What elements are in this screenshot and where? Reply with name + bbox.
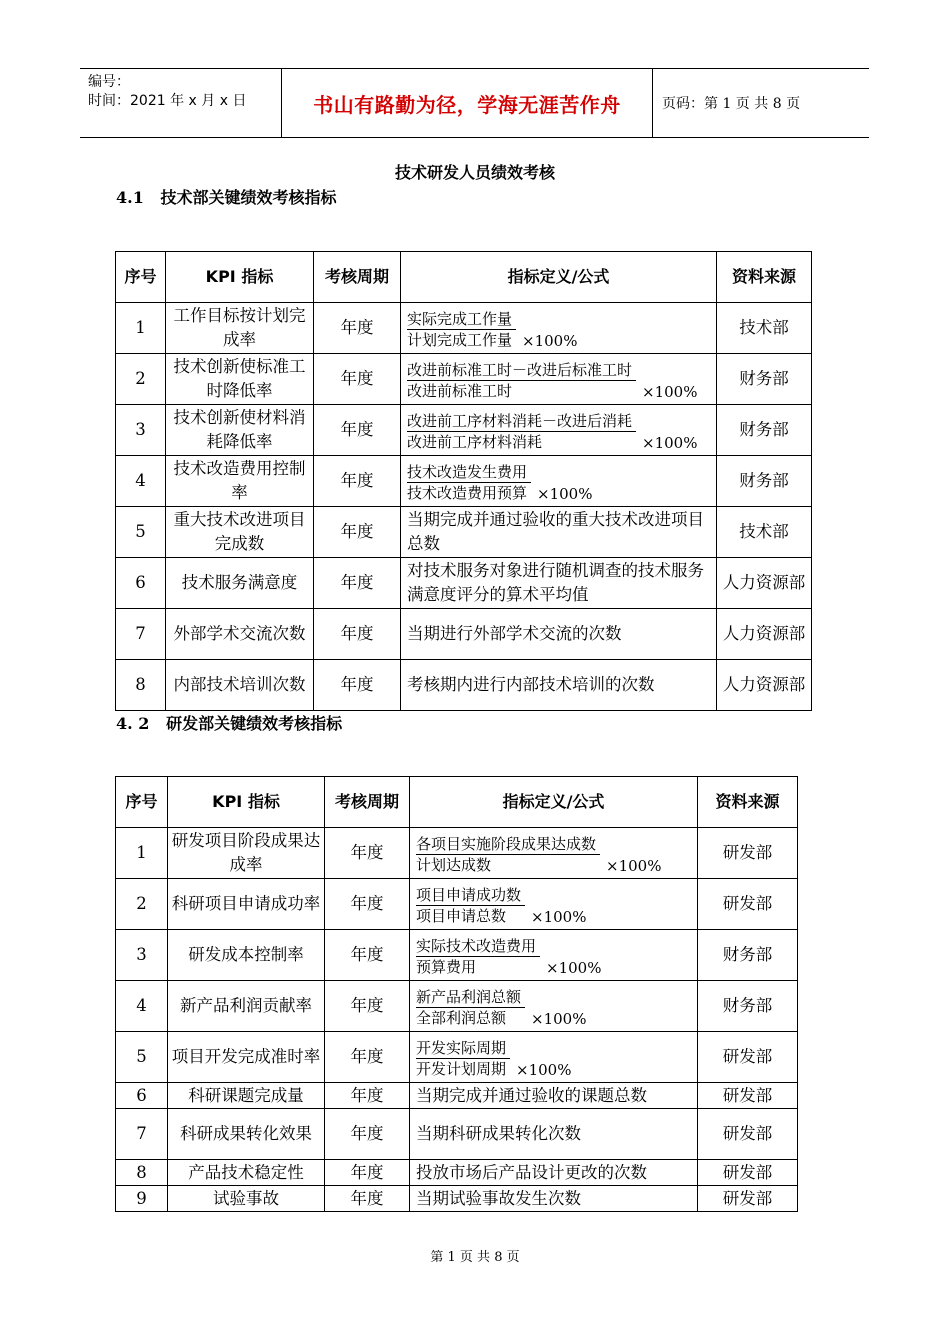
- kpi-definition: [410, 879, 698, 930]
- kpi-name: 技术创新使材料消耗降低率: [166, 405, 314, 456]
- formula-fraction: [407, 411, 636, 452]
- table-row: [116, 609, 812, 660]
- assessment-period: 年度: [314, 456, 401, 507]
- kpi-name: 重大技术改进项目完成数: [166, 507, 314, 558]
- kpi-definition: [401, 507, 717, 558]
- column-header-source: 资料来源: [717, 252, 812, 303]
- kpi-table-rd: [115, 776, 798, 1212]
- formula-numerator: 技术改造发生费用: [407, 462, 531, 483]
- kpi-name: 项目开发完成准时率: [168, 1032, 325, 1083]
- row-number: 9: [116, 1186, 168, 1212]
- table-row: [116, 828, 798, 879]
- page-header: [80, 68, 869, 138]
- formula-multiplier: ×100%: [642, 433, 698, 452]
- kpi-name: 研发成本控制率: [168, 930, 325, 981]
- row-number: 6: [116, 558, 166, 609]
- table-row: [116, 507, 812, 558]
- formula-fraction: [416, 834, 600, 875]
- kpi-name: 研发项目阶段成果达成率: [168, 828, 325, 879]
- table-row: [116, 303, 812, 354]
- formula: [416, 1038, 571, 1079]
- formula-multiplier: ×100%: [516, 1060, 572, 1079]
- row-number: 1: [116, 303, 166, 354]
- table-row: [116, 1032, 798, 1083]
- data-source: 研发部: [698, 1160, 798, 1186]
- kpi-name: 技术服务满意度: [166, 558, 314, 609]
- table-row: [116, 354, 812, 405]
- definition-text: 考核期内进行内部技术培训的次数: [407, 675, 655, 694]
- formula-fraction: [407, 360, 636, 401]
- header-time: 时间：2021 年 x 月 x 日: [88, 93, 247, 109]
- data-source: 研发部: [698, 1109, 798, 1160]
- row-number: 7: [116, 1109, 168, 1160]
- data-source: 研发部: [698, 1083, 798, 1109]
- definition-text: 当期完成并通过验收的课题总数: [416, 1085, 647, 1105]
- table-body: [116, 828, 798, 1212]
- formula-multiplier: ×100%: [531, 907, 587, 926]
- formula-multiplier: ×100%: [537, 484, 593, 503]
- data-source: 人力资源部: [717, 558, 812, 609]
- header-motto: 书山有路勤为径，学海无涯苦作舟: [313, 92, 621, 117]
- table-row: [116, 1160, 798, 1186]
- formula-denominator: 计划达成数: [416, 855, 492, 874]
- formula-denominator: 改进前工序材料消耗: [407, 432, 543, 451]
- table-row: [116, 1083, 798, 1109]
- header-page-number: 页码：第 1 页 共 8 页: [662, 96, 801, 112]
- formula-numerator: 实际完成工作量: [407, 309, 516, 330]
- formula: [407, 411, 697, 452]
- kpi-name: 技术改造费用控制率: [166, 456, 314, 507]
- row-number: 7: [116, 609, 166, 660]
- formula-numerator: 实际技术改造费用: [416, 936, 540, 957]
- kpi-definition: [401, 558, 717, 609]
- assessment-period: 年度: [325, 1160, 410, 1186]
- data-source: 研发部: [698, 1186, 798, 1212]
- kpi-definition: [401, 609, 717, 660]
- column-header-kpi: KPI 指标: [168, 777, 325, 828]
- data-source: 技术部: [717, 303, 812, 354]
- data-source: 财务部: [717, 456, 812, 507]
- formula: [416, 834, 661, 875]
- formula-denominator: 改进前标准工时: [407, 381, 513, 400]
- formula-denominator: 全部利润总额: [416, 1008, 507, 1027]
- table-row: [116, 1109, 798, 1160]
- row-number: 2: [116, 879, 168, 930]
- formula: [416, 936, 601, 977]
- assessment-period: 年度: [314, 405, 401, 456]
- column-header-period: 考核周期: [325, 777, 410, 828]
- kpi-definition: [410, 1109, 698, 1160]
- row-number: 3: [116, 405, 166, 456]
- formula-fraction: [416, 936, 540, 977]
- formula-numerator: 开发实际周期: [416, 1038, 510, 1059]
- data-source: 研发部: [698, 828, 798, 879]
- page-footer: 第 1 页 共 8 页: [430, 1250, 520, 1265]
- table-row: [116, 456, 812, 507]
- kpi-definition: [410, 828, 698, 879]
- assessment-period: 年度: [314, 507, 401, 558]
- kpi-name: 科研成果转化效果: [168, 1109, 325, 1160]
- definition-text: 当期完成并通过验收的重大技术改进项目总数: [407, 510, 704, 553]
- formula: [416, 987, 586, 1028]
- kpi-name: 外部学术交流次数: [166, 609, 314, 660]
- table-row: [116, 879, 798, 930]
- table-row: [116, 930, 798, 981]
- assessment-period: 年度: [325, 1032, 410, 1083]
- kpi-definition: [401, 354, 717, 405]
- kpi-definition: [401, 456, 717, 507]
- data-source: 研发部: [698, 1032, 798, 1083]
- formula-fraction: [416, 885, 525, 926]
- formula-multiplier: ×100%: [606, 856, 662, 875]
- kpi-definition: [410, 1032, 698, 1083]
- assessment-period: 年度: [325, 981, 410, 1032]
- formula-numerator: 新产品利润总额: [416, 987, 525, 1008]
- row-number: 1: [116, 828, 168, 879]
- definition-text: 投放市场后产品设计更改的次数: [416, 1162, 647, 1182]
- data-source: 财务部: [698, 981, 798, 1032]
- formula-fraction: [416, 1038, 510, 1079]
- data-source: 研发部: [698, 879, 798, 930]
- formula-numerator: 改进前工序材料消耗－改进后消耗: [407, 411, 636, 432]
- column-header-definition: 指标定义/公式: [410, 777, 698, 828]
- formula-numerator: 项目申请成功数: [416, 885, 525, 906]
- header-divider: [652, 69, 653, 137]
- kpi-name: 试验事故: [168, 1186, 325, 1212]
- row-number: 3: [116, 930, 168, 981]
- row-number: 5: [116, 507, 166, 558]
- assessment-period: 年度: [314, 354, 401, 405]
- header-number: 编号：: [88, 74, 130, 90]
- kpi-definition: [410, 1083, 698, 1109]
- definition-text: 当期进行外部学术交流的次数: [407, 624, 622, 643]
- formula-multiplier: ×100%: [642, 382, 698, 401]
- data-source: 人力资源部: [717, 660, 812, 711]
- formula-fraction: [407, 309, 516, 350]
- formula-multiplier: ×100%: [546, 958, 602, 977]
- row-number: 6: [116, 1083, 168, 1109]
- data-source: 人力资源部: [717, 609, 812, 660]
- definition-text: 对技术服务对象进行随机调查的技术服务满意度评分的算术平均值: [407, 561, 704, 604]
- kpi-name: 科研课题完成量: [168, 1083, 325, 1109]
- assessment-period: 年度: [314, 303, 401, 354]
- kpi-name: 新产品利润贡献率: [168, 981, 325, 1032]
- formula: [407, 360, 697, 401]
- formula-numerator: 各项目实施阶段成果达成数: [416, 834, 600, 855]
- table-row: [116, 405, 812, 456]
- definition-text: 当期试验事故发生次数: [416, 1188, 581, 1208]
- table-row: [116, 660, 812, 711]
- assessment-period: 年度: [325, 1186, 410, 1212]
- kpi-name: 技术创新使标准工时降低率: [166, 354, 314, 405]
- formula-multiplier: ×100%: [531, 1009, 587, 1028]
- column-header-kpi: KPI 指标: [166, 252, 314, 303]
- assessment-period: 年度: [314, 609, 401, 660]
- table-row: [116, 558, 812, 609]
- column-header-period: 考核周期: [314, 252, 401, 303]
- kpi-definition: [401, 660, 717, 711]
- kpi-definition: [410, 930, 698, 981]
- column-header-no: 序号: [116, 777, 168, 828]
- section-heading-rd: 4. 2 研发部关键绩效考核指标: [116, 714, 343, 733]
- assessment-period: 年度: [325, 930, 410, 981]
- assessment-period: 年度: [325, 1109, 410, 1160]
- definition-text: 当期科研成果转化次数: [416, 1124, 581, 1143]
- kpi-definition: [410, 1186, 698, 1212]
- table-row: [116, 981, 798, 1032]
- formula: [407, 309, 577, 350]
- document-title: 技术研发人员绩效考核: [394, 163, 555, 182]
- table-body: [116, 303, 812, 711]
- assessment-period: 年度: [314, 660, 401, 711]
- assessment-period: 年度: [325, 1083, 410, 1109]
- kpi-table-tech: [115, 251, 812, 711]
- kpi-name: 产品技术稳定性: [168, 1160, 325, 1186]
- formula: [407, 462, 592, 503]
- row-number: 8: [116, 1160, 168, 1186]
- row-number: 4: [116, 981, 168, 1032]
- formula: [416, 885, 586, 926]
- kpi-definition: [401, 405, 717, 456]
- data-source: 财务部: [698, 930, 798, 981]
- formula-denominator: 计划完成工作量: [407, 330, 513, 349]
- kpi-name: 内部技术培训次数: [166, 660, 314, 711]
- row-number: 8: [116, 660, 166, 711]
- table-row: [116, 1186, 798, 1212]
- row-number: 2: [116, 354, 166, 405]
- kpi-definition: [401, 303, 717, 354]
- kpi-name: 科研项目申请成功率: [168, 879, 325, 930]
- formula-denominator: 技术改造费用预算: [407, 483, 528, 502]
- kpi-name: 工作目标按计划完成率: [166, 303, 314, 354]
- formula-denominator: 项目申请总数: [416, 906, 507, 925]
- data-source: 财务部: [717, 405, 812, 456]
- column-header-definition: 指标定义/公式: [401, 252, 717, 303]
- row-number: 5: [116, 1032, 168, 1083]
- data-source: 财务部: [717, 354, 812, 405]
- assessment-period: 年度: [314, 558, 401, 609]
- column-header-source: 资料来源: [698, 777, 798, 828]
- formula-denominator: 预算费用: [416, 957, 477, 976]
- assessment-period: 年度: [325, 879, 410, 930]
- formula-denominator: 开发计划周期: [416, 1059, 507, 1078]
- kpi-definition: [410, 1160, 698, 1186]
- kpi-definition: [410, 981, 698, 1032]
- row-number: 4: [116, 456, 166, 507]
- formula-multiplier: ×100%: [522, 331, 578, 350]
- table-header-row: [116, 777, 798, 828]
- header-meta: [88, 73, 246, 111]
- formula-fraction: [407, 462, 531, 503]
- column-header-no: 序号: [116, 252, 166, 303]
- formula-fraction: [416, 987, 525, 1028]
- formula-numerator: 改进前标准工时－改进后标准工时: [407, 360, 636, 381]
- data-source: 技术部: [717, 507, 812, 558]
- assessment-period: 年度: [325, 828, 410, 879]
- section-heading-tech: 4.1 技术部关键绩效考核指标: [116, 188, 337, 207]
- table-header-row: [116, 252, 812, 303]
